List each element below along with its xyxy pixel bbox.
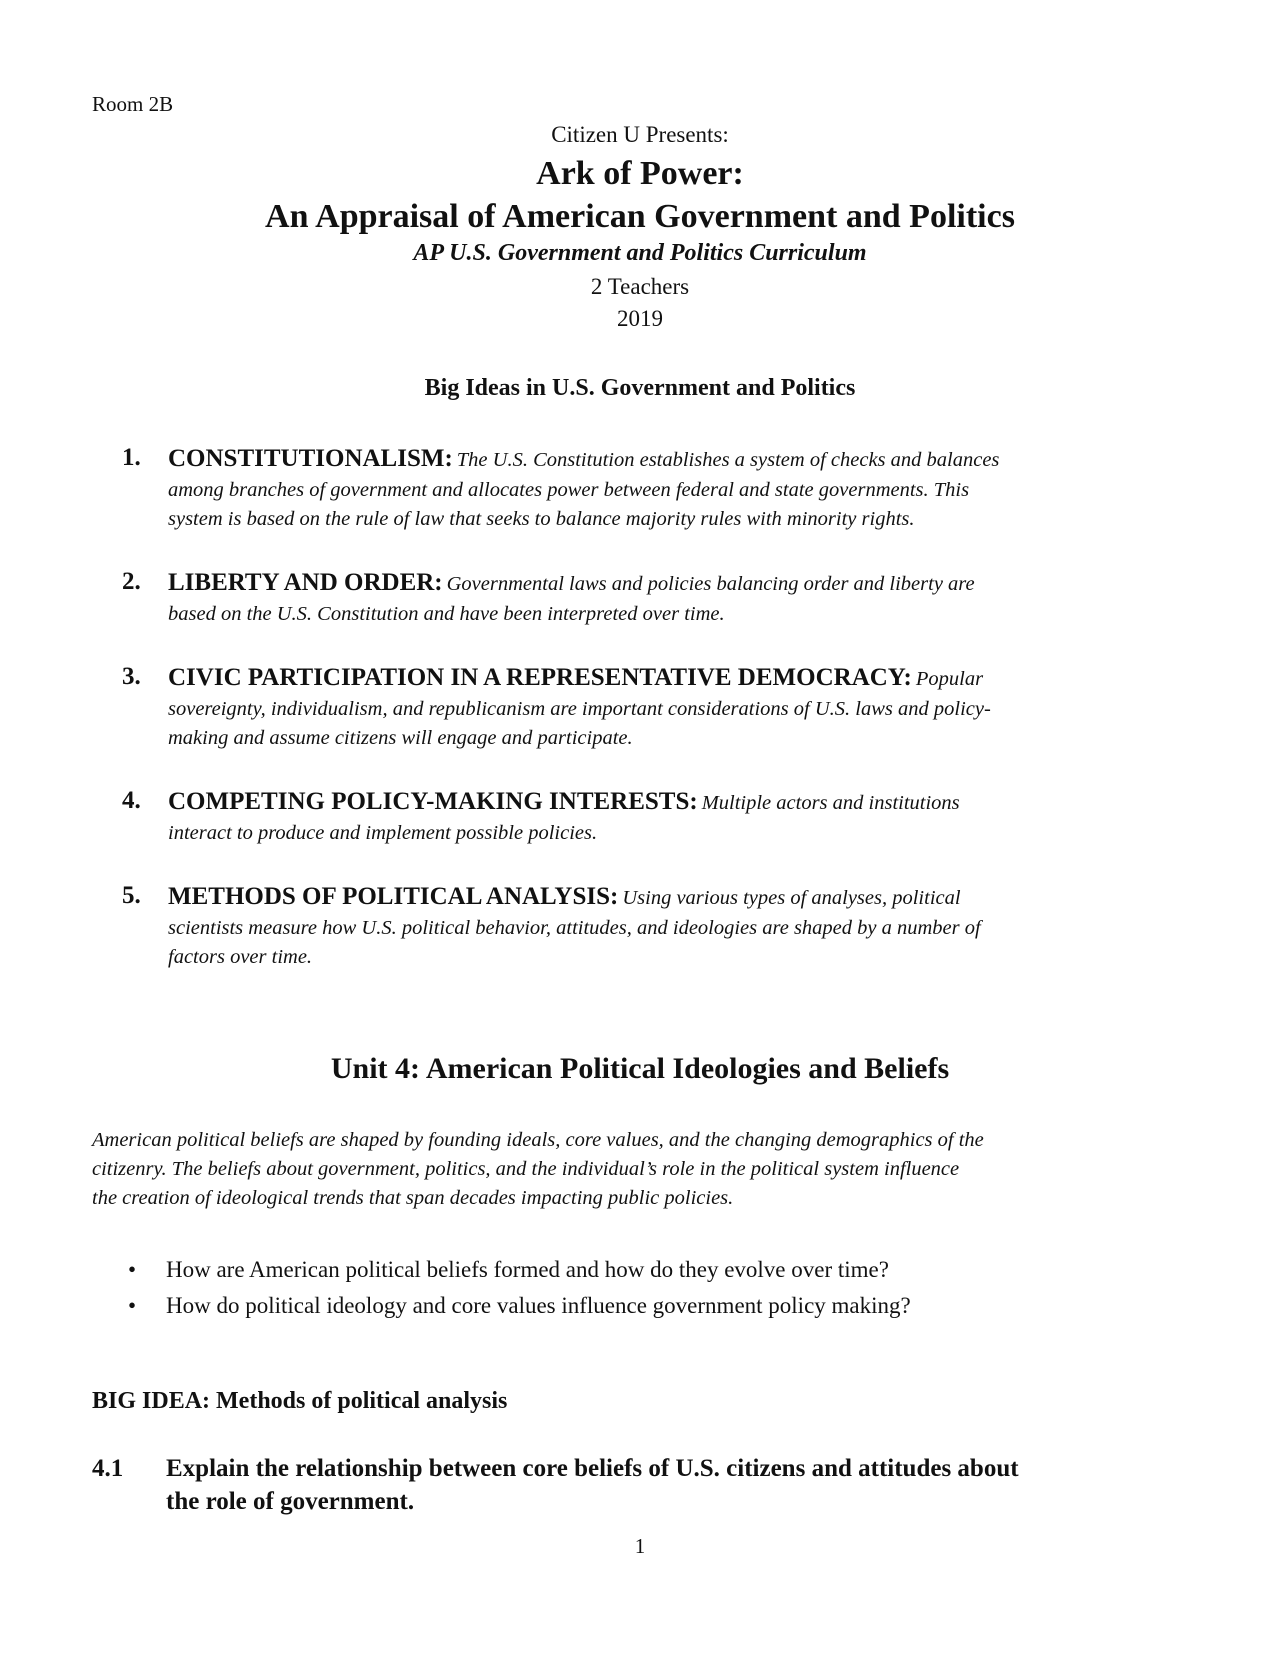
big-idea-text: sovereignty, individualism, and republicanism are important considerations of U.S. laws and policy- <box>168 698 991 720</box>
big-idea-lead: COMPETING POLICY-MAKING INTERESTS: <box>168 788 698 815</box>
big-idea-text: Using various types of analyses, political <box>622 887 961 909</box>
big-ideas-list <box>122 444 1182 972</box>
bullet-icon: • <box>128 1257 137 1282</box>
document-title: Ark of Power: <box>536 155 744 192</box>
objective-line: the role of government. <box>166 1488 415 1515</box>
objective-number: 4.1 <box>92 1455 124 1482</box>
big-idea-item <box>122 568 1182 629</box>
big-idea-text: Popular <box>915 668 984 690</box>
big-idea-text: system is based on the rule of law that seeks to balance majority rules with minority rights. <box>168 508 915 530</box>
big-idea-number: 3. <box>122 663 141 690</box>
big-ideas-heading: Big Ideas in U.S. Government and Politics <box>424 375 856 401</box>
big-idea-number: 4. <box>122 787 141 814</box>
document-title-line2: An Appraisal of American Government and Politics <box>265 198 1015 235</box>
big-idea-text: scientists measure how U.S. political behavior, attitudes, and ideologies are shaped by a number of <box>168 917 981 939</box>
presents-line: Citizen U Presents: <box>551 122 729 147</box>
unit-heading: Unit 4: American Political Ideologies and Beliefs <box>330 1052 950 1085</box>
essential-question <box>128 1252 911 1288</box>
big-idea-item <box>122 444 1182 534</box>
essential-question-text: How are American political beliefs formed and how do they evolve over time? <box>166 1257 889 1282</box>
big-idea-lead: LIBERTY AND ORDER: <box>168 569 443 596</box>
bullet-icon: • <box>128 1293 137 1318</box>
essential-question-text: How do political ideology and core values influence government policy making? <box>166 1293 911 1318</box>
room-label: Room 2B <box>92 92 174 116</box>
teachers-line: 2 Teachers <box>590 274 690 299</box>
objective-line: Explain the relationship between core beliefs of U.S. citizens and attitudes about <box>166 1455 1019 1482</box>
unit-description <box>92 1126 1188 1213</box>
big-idea-item <box>122 882 1182 972</box>
big-idea-text: among branches of government and allocates power between federal and state governments. This <box>168 479 970 501</box>
page-number: 1 <box>634 1534 646 1558</box>
big-idea-item <box>122 787 1182 848</box>
year-line: 2019 <box>617 306 663 331</box>
big-idea-lead: CIVIC PARTICIPATION IN A REPRESENTATIVE DEMOCRACY: <box>168 664 912 691</box>
essential-question <box>128 1288 911 1324</box>
essential-questions-list <box>128 1252 911 1324</box>
big-idea-text: making and assume citizens will engage and participate. <box>168 727 633 749</box>
document-subtitle: AP U.S. Government and Politics Curriculum <box>413 240 867 266</box>
objective-text <box>166 1452 1186 1518</box>
big-idea-text: Multiple actors and institutions <box>701 792 960 814</box>
unit-description-line: American political beliefs are shaped by founding ideals, core values, and the changing demographics of the <box>92 1129 984 1151</box>
big-idea-label: BIG IDEA: Methods of political analysis <box>92 1388 508 1414</box>
big-idea-number: 2. <box>122 568 141 595</box>
big-idea-text: factors over time. <box>168 946 313 968</box>
big-idea-lead: METHODS OF POLITICAL ANALYSIS: <box>168 883 619 910</box>
big-idea-lead: CONSTITUTIONALISM: <box>168 445 453 472</box>
big-idea-text: based on the U.S. Constitution and have been interpreted over time. <box>168 603 725 625</box>
big-idea-item <box>122 663 1182 753</box>
unit-description-line: the creation of ideological trends that span decades impacting public policies. <box>92 1187 734 1209</box>
big-idea-number: 1. <box>122 444 141 471</box>
unit-description-line: citizenry. The beliefs about government, politics, and the individual’s role in the political system influence <box>92 1158 960 1180</box>
big-idea-text: interact to produce and implement possible policies. <box>168 822 598 844</box>
big-idea-number: 5. <box>122 882 141 909</box>
big-idea-text: Governmental laws and policies balancing order and liberty are <box>446 573 975 595</box>
big-idea-text: The U.S. Constitution establishes a system of checks and balances <box>456 449 1000 471</box>
